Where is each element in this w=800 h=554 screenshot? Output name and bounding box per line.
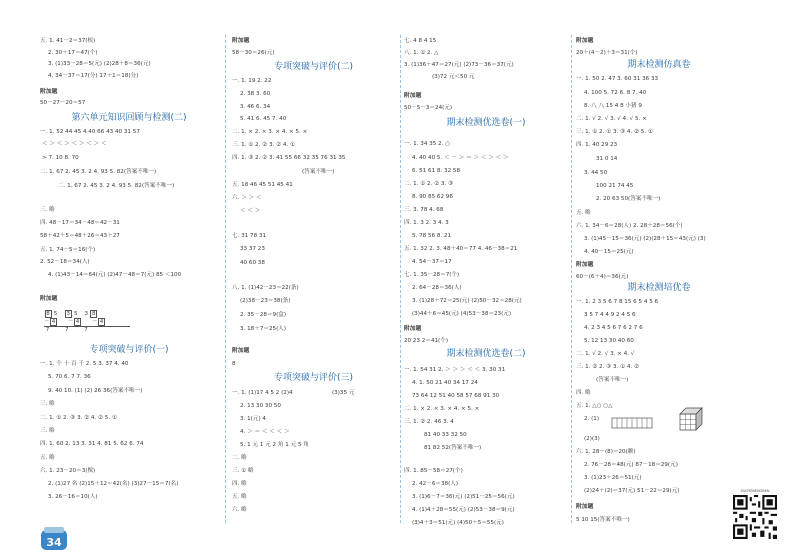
answer-line: 3. 1(元) 4 — [240, 416, 266, 422]
answer-line: 4. 40 40 5. ＜ － ＞ ＝ ＞ ＜ ＞ ＜ ＞ — [412, 155, 509, 161]
bonus-question-label: 附加题 — [40, 89, 58, 95]
section-title: 专项突破与评价(二) — [273, 62, 354, 72]
answer-line: 一. 1. 个 十 百 千 2. 5 3. 37 4. 40 — [40, 361, 129, 367]
qr-caption: ZUOYEBENOBEN — [740, 489, 770, 493]
answer-line: 四. 1. 40 29 23 — [576, 142, 618, 148]
answer-line: 三. 3. 78 4. 68 — [404, 207, 444, 213]
answer-line: 50－27－20＝57 — [40, 100, 86, 106]
page-number-badge — [40, 527, 68, 551]
answer-line: 五. 略 — [232, 494, 247, 500]
bonus-question-label: 附加题 — [576, 504, 594, 510]
answer-line: 3. (1)45－15＝36(元) (2)(28＋15＝43(元) (3) — [584, 236, 706, 242]
answer-line: 三. 1. ② 2. 46 3. 4 — [404, 419, 454, 425]
bonus-question-label: 附加题 — [232, 348, 250, 354]
answer-line: 5. 70 6. 7 7. 36 — [48, 374, 91, 380]
answer-line: (3)35 元 — [332, 390, 355, 396]
section-title: 期末检测优选卷(一) — [446, 118, 526, 128]
answer-line: 5. 41 6. 45 7. 40 — [240, 116, 287, 122]
answer-line: 四. 48－17＝34－48＝42－31 — [40, 220, 120, 226]
answer-line: 5. 12 13 30 40 60 — [584, 338, 634, 344]
answer-column-4 — [576, 0, 742, 554]
answer-line: 一. 1. 2 3 5 6 7 8 15 6 5 4 5 6 — [576, 299, 659, 305]
answer-line: 二. 1. √ 2. √ 3. × 4. √ — [576, 351, 635, 357]
answer-line: 三. 略 — [40, 428, 55, 434]
answer-line: (3)4＋3＝51(元) (4)50＋5＝55(元) — [412, 520, 504, 526]
answer-line: 2. (1) — [584, 416, 600, 422]
answer-line: 3. 46 6. 34 — [240, 104, 271, 110]
answer-line: (答案不唯一) — [302, 169, 335, 175]
answer-line: 六. 1. 34－6＝28(人) 2. 28＋28＝56(个) — [576, 223, 683, 229]
answer-line: (答案不唯一) — [596, 377, 629, 383]
answer-line: 4. 1. 50 21 40 34 17 24 — [412, 380, 478, 386]
bonus-question-label: 附加题 — [404, 93, 422, 99]
answer-line: 七. 31 78 31 — [232, 233, 267, 239]
answer-line: 3. 26－16＝10(人) — [48, 494, 98, 500]
answer-line: 六. 1. 28－(8)＝20(颗) — [576, 449, 636, 455]
answer-line: 二. 1. × 2. × 3. × 4. × 5. × — [404, 406, 480, 412]
answer-line: 二. 略 — [232, 455, 247, 461]
column-divider — [571, 35, 572, 523]
answer-line: 50－5－3＝24(元) — [404, 105, 453, 111]
column-divider — [225, 35, 226, 523]
answer-line: (2)(3) — [584, 436, 600, 442]
answer-line: 9. 40 10. (1) (2) 26 36(答案不唯一) — [48, 388, 143, 394]
answer-line: 二. 1. ① 2. ③ 3. ② 4. ② 5. ① — [40, 415, 117, 421]
answer-line: 五. 略 — [40, 455, 55, 461]
section-title: 第六单元知识回顾与检测(二) — [71, 113, 187, 123]
answer-line: 五. 1. 41－2＝37(根) — [40, 38, 96, 44]
answer-line: 100 21 74 45 — [596, 183, 634, 189]
answer-line: 40 60 38 — [240, 260, 265, 266]
answer-line: 三. 1. ① 2. ② 3. ② 4. ① — [232, 142, 296, 148]
answer-line: 二. 1. √ 2. √ 3. √ 4. √ 5. × — [576, 116, 647, 122]
answer-line: 4. 40－15＝25(元) — [584, 249, 634, 255]
answer-line: 五. 1. 74－5＝16(个) — [40, 247, 96, 253]
answer-line: 4. 100 5. 72 6. 8 7. 40 — [584, 90, 647, 96]
section-title: 专项突破与评价(三) — [273, 373, 354, 383]
answer-line: 七. 1. 35－28＝7(个) — [404, 272, 460, 278]
answer-line: 四. 1. ③ 2. ② 3. 41 55 66 32 35 76 31 35 — [232, 155, 346, 161]
answer-line: 31 0 14 — [596, 156, 618, 162]
page-number: 34 — [46, 536, 62, 549]
section-title: 专项突破与评价(一) — [89, 345, 169, 355]
answer-column-3 — [404, 0, 568, 554]
answer-line: 2. 42－6＝38(人) — [412, 481, 459, 487]
answer-line: 二. 1. 67 2. 45 3. 2 4. 93 5. 82(答案不唯一) — [40, 169, 157, 175]
answer-line: 4. (1)43－14＝64(元) (2)47－48＝7(元) 85 ＜100 — [48, 272, 182, 278]
answer-line: 3. 18＋7＝25(人) — [240, 326, 287, 332]
answer-line: 八. 1. (1)42－23＝22(条) — [232, 285, 299, 291]
answer-line: 4. 34－37＝17(分) 17＋1＝18(分) — [48, 73, 139, 79]
answer-line: 3. (1)6－7＝36(元) (2)51－25＝56(元) — [412, 494, 515, 500]
ruler-figure — [610, 410, 656, 436]
answer-line: 二. 1. × 2. × 3. × 4. × 5. × — [232, 129, 308, 135]
answer-column-1 — [40, 0, 218, 554]
answer-line: 四. 1. 85－58＝27(个) — [404, 468, 463, 474]
answer-line: 4. 54－37＝17 — [412, 259, 452, 265]
answer-line: 一. 1. 52 44 45 4 40 66 43 40 31 57 — [40, 129, 140, 135]
answer-line: 3. (1)36＋47＝27(元) (2)73－36＝37(元) — [404, 62, 514, 68]
answer-line: 八. 1. ① 2. △ — [404, 50, 439, 56]
answer-line: ＜ ＜ ＞ — [240, 208, 261, 214]
answer-line: 60－(6＋4)＝36(元) — [576, 274, 629, 280]
answer-line: 三. 1. ① 2. ① 3. ③ 4. ② 5. ① — [576, 129, 653, 135]
answer-line: 五. 18 46 45 51 45 41 — [232, 182, 293, 188]
answer-line: 3. (1)23＋26＝51(元) — [584, 475, 642, 481]
answer-line: 5 10 15(答案不唯一) — [576, 517, 630, 523]
answer-line: 2. 52－18＝34(人) — [40, 259, 90, 265]
answer-line: 73 64 12 51 40 58 57 68 91 30 — [412, 393, 500, 399]
answer-line: 一. 1. 54 31 2. ＞ ＞ ＞ ＜ ＜ 3. 30 31 — [404, 367, 506, 373]
bonus-question-label: 附加题 — [40, 296, 58, 302]
answer-line: 3. (1)33－28＝5(元) (2)28＋8＝36(元) — [48, 61, 151, 67]
section-title: 期末检测培优卷 — [627, 283, 691, 293]
answer-line: 4. (1)4＋28＝55(元) (2)53－38＝9(元) — [412, 507, 515, 513]
answer-line: 2. 20 63 50(答案不唯一) — [596, 196, 661, 202]
bonus-question-label: 附加题 — [404, 326, 422, 332]
answer-line: 四. 略 — [232, 481, 247, 487]
answer-line: 2. (1)27 名 (2)15＋12＝42(名) (3)27－15＝7(名) — [48, 481, 179, 487]
answer-line: 6. 51 61 8. 32 58 — [412, 168, 461, 174]
section-title: 期末检测优选卷(二) — [446, 349, 526, 359]
answer-line: (3)44＋6＝45(元) (4)53－38＝23(元) — [412, 311, 512, 317]
answer-line: 二. 1. ① 2. ② 3. ③ — [404, 181, 454, 187]
column-divider — [400, 35, 401, 523]
answer-line: 5. 78 56 8. 21 — [412, 233, 452, 239]
answer-line: 六. ＞ ＞ ＜ — [232, 195, 262, 201]
answer-line: 2. 64－28＝36(人) — [412, 285, 462, 291]
answer-line: (3)72 元＜50 元 — [432, 74, 475, 80]
answer-line: 58－30＝26(元) — [232, 50, 275, 56]
answer-line: 4. 2 3 4 5 6 7 6 2 7 6 — [584, 325, 643, 331]
answer-line: 五. 1. △○ ○△ — [576, 403, 613, 409]
answer-line: 5. 1 元 1 元 2 角 1 元 5 角 — [240, 442, 309, 448]
answer-line: 3 5 7 4 4 9 2 4 5 6 — [584, 312, 636, 318]
answer-line: 8. 90 85 62 96 — [412, 194, 453, 200]
answer-line: 2. 38 3. 60 — [240, 91, 271, 97]
answer-line: 4. ＞ ＝ ＜ ＜ ＜ ＞ — [240, 429, 290, 435]
answer-line: 六. 略 — [232, 507, 247, 513]
answer-line: 20 23 2＝41(个) — [404, 338, 449, 344]
answer-column-2 — [232, 0, 395, 554]
answer-line: 3. (1)28＋72＝25(元) (2)50－32＝28(元) — [412, 298, 522, 304]
cube-figure — [676, 404, 706, 434]
answer-line: 8. 八 八 15 4 8 小猪 9 — [584, 103, 642, 109]
answer-line: 四. 1. 60 2. 13 3. 31 4. 81 5. 62 6. 74 — [40, 441, 144, 447]
answer-line: 四. 1. 3 2. 3 4. 3 — [404, 220, 449, 226]
answer-line: 81 82 52(答案不唯一) — [424, 445, 482, 451]
answer-line: 8 — [232, 361, 236, 367]
answer-line: ＜ ＞ ＜ ＞ ＜ ＞ ＜ ＞ ＜ — [42, 141, 107, 147]
answer-line: 2. 76－28＝48(元) 87－18＝29(元) — [584, 462, 678, 468]
answer-line: > 7. 10 8. 70 — [42, 155, 79, 161]
answer-line: 20＋(4－2)＋3＝31(个) — [576, 50, 638, 56]
answer-line: 58＋42＋5＝48＋26＝43＋27 — [40, 233, 120, 239]
answer-line: 3. 44 50 — [584, 170, 608, 176]
answer-line: 七. 4 8 4 15 — [404, 38, 437, 44]
answer-line: 三. 1. ② 2. ③ 3. ① 4. ② — [576, 364, 640, 370]
answer-line: 三. ① 略 — [232, 468, 254, 474]
answer-line: 三. 略 — [40, 401, 55, 407]
answer-line: 一. 1. 34 35 2. ○ — [404, 141, 451, 147]
answer-line: 81 40 33 32 50 — [424, 432, 467, 438]
bonus-question-label: 附加题 — [576, 262, 594, 268]
answer-line: 33 37 23 — [240, 246, 265, 252]
answer-line: 2. 30＋17＝47(个) — [48, 50, 98, 56]
vertical-calculation-diagram: 8 5 3 5 3 8 － 4 － 4 － 4 7 7 7 — [44, 310, 130, 334]
answer-line: 2. 35－28＝9(盒) — [240, 312, 287, 318]
answer-line: 一. 1. 50 2. 47 3. 60 31 36 33 — [576, 76, 659, 82]
answer-line: 二. 1. 67 2. 45 3. 2 4. 93 5. 82(答案不唯一) — [58, 183, 175, 189]
answer-line: 三. 略 — [40, 207, 55, 213]
section-title: 期末检测仿真卷 — [627, 60, 691, 70]
answer-line: 四. 略 — [576, 390, 591, 396]
answer-line: 2. 13 30 30 50 — [240, 403, 281, 409]
answer-line: 五. 1. 32 2. 3. 48＋40＝77 4. 46－38＝21 — [404, 246, 518, 252]
answer-line: 六. 1. 23－20＝3(棵) — [40, 468, 96, 474]
answer-line: 一. 1. 19 2. 22 — [232, 78, 272, 84]
bonus-question-label: 附加题 — [232, 38, 250, 44]
answer-line: (2)38－23＝38(条) — [240, 298, 291, 304]
answer-line: 一. 1. (1)17 4 5 2 (2)4 — [232, 390, 293, 396]
answer-line: 五. 略 — [576, 210, 591, 216]
bonus-question-label: 附加题 — [576, 38, 594, 44]
answer-line: (2)24＋(2)＝37(元) 51－22＝29(元) — [584, 488, 680, 494]
qr-code-icon[interactable] — [733, 495, 777, 539]
